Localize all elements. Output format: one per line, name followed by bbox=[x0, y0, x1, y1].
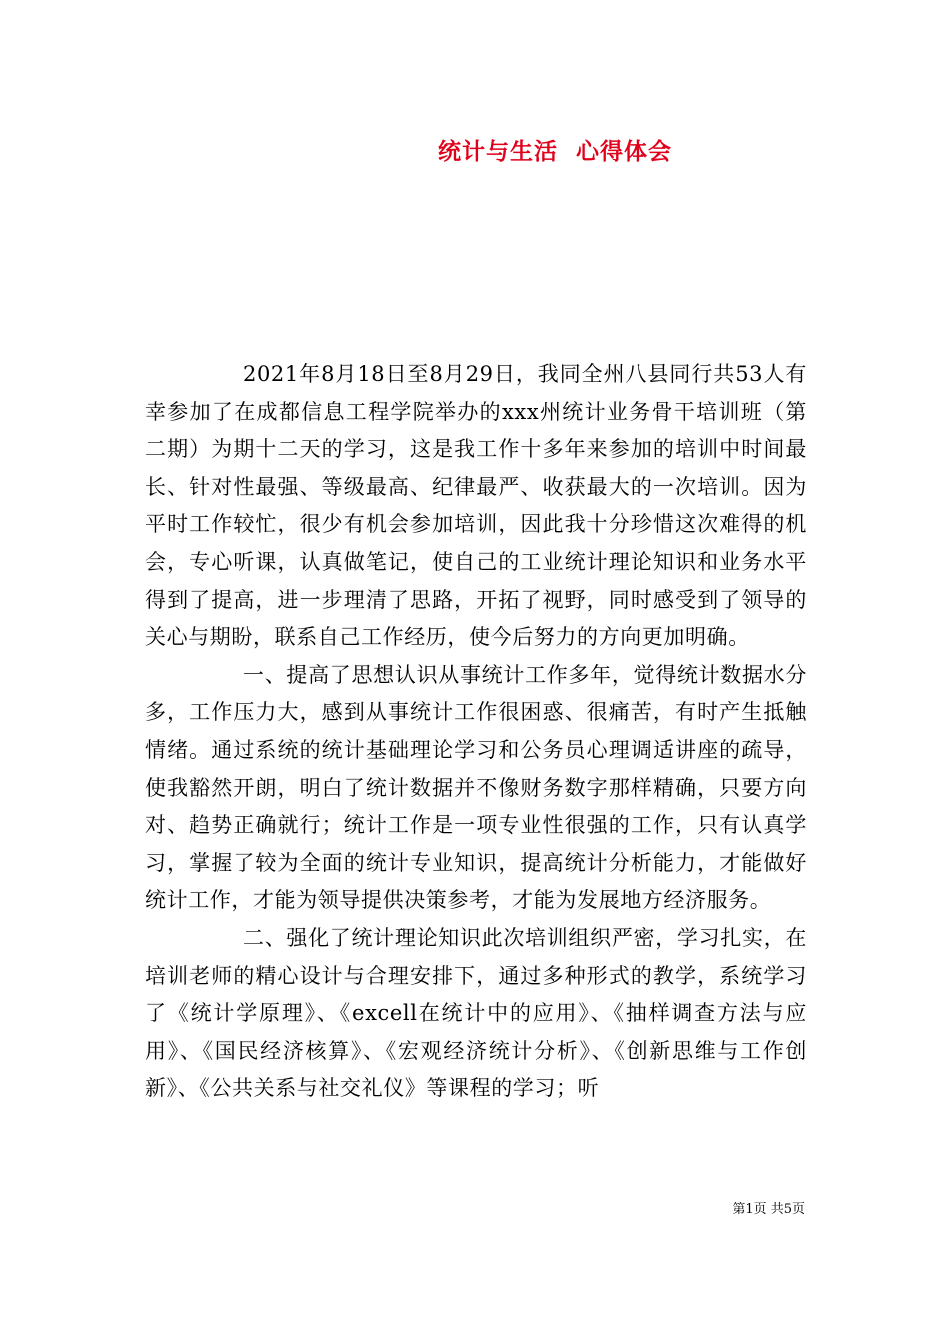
paragraph-section-two: 二、强化了统计理论知识此次培训组织严密，学习扎实，在培训老师的精心设计与合理安排下，通过多种形式的教学，系统学习了《统计学原理》、《excell在统计中的应用》、《抽样调查方法与应用》、《国民经济核算》、《宏观经济统计分析》、《创新思维与工作创新》、《公共关系与社交礼仪》等课程的学习；听 bbox=[145, 925, 807, 1101]
paragraph-intro: 2021年8月18日至8月29日，我同全州八县同行共53人有幸参加了在成都信息工程学院举办的xxx州统计业务骨干培训班（第二期）为期十二天的学习，这是我工作十多年来参加的培训中时间最长、针对性最强、等级最高、纪律最严、收获最大的一次培训。因为平时工作较忙，很少有机会参加培训，因此我十分珍惜这次难得的机会，专心听课，认真做笔记，使自己的工业统计理论知识和业务水平得到了提高，进一步理清了思路，开拓了视野，同时感受到了领导的关心与期盼，联系自己工作经历，使今后努力的方向更加明确。 bbox=[145, 362, 807, 650]
page-number-footer: 第1页 共5页 bbox=[732, 1202, 805, 1217]
page-title: 统计与生活 心得体会 bbox=[437, 139, 672, 165]
document-body bbox=[145, 356, 807, 1108]
paragraph-section-one: 一、提高了思想认识从事统计工作多年，觉得统计数据水分多，工作压力大，感到从事统计工作很困惑、很痛苦，有时产生抵触情绪。通过系统的统计基础理论学习和公务员心理调适讲座的疏导，使我豁然开朗，明白了统计数据并不像财务数字那样精确，只要方向对、趋势正确就行；统计工作是一项专业性很强的工作，只有认真学习，掌握了较为全面的统计专业知识，提高统计分析能力，才能做好统计工作，才能为领导提供决策参考，才能为发展地方经济服务。 bbox=[145, 662, 807, 913]
